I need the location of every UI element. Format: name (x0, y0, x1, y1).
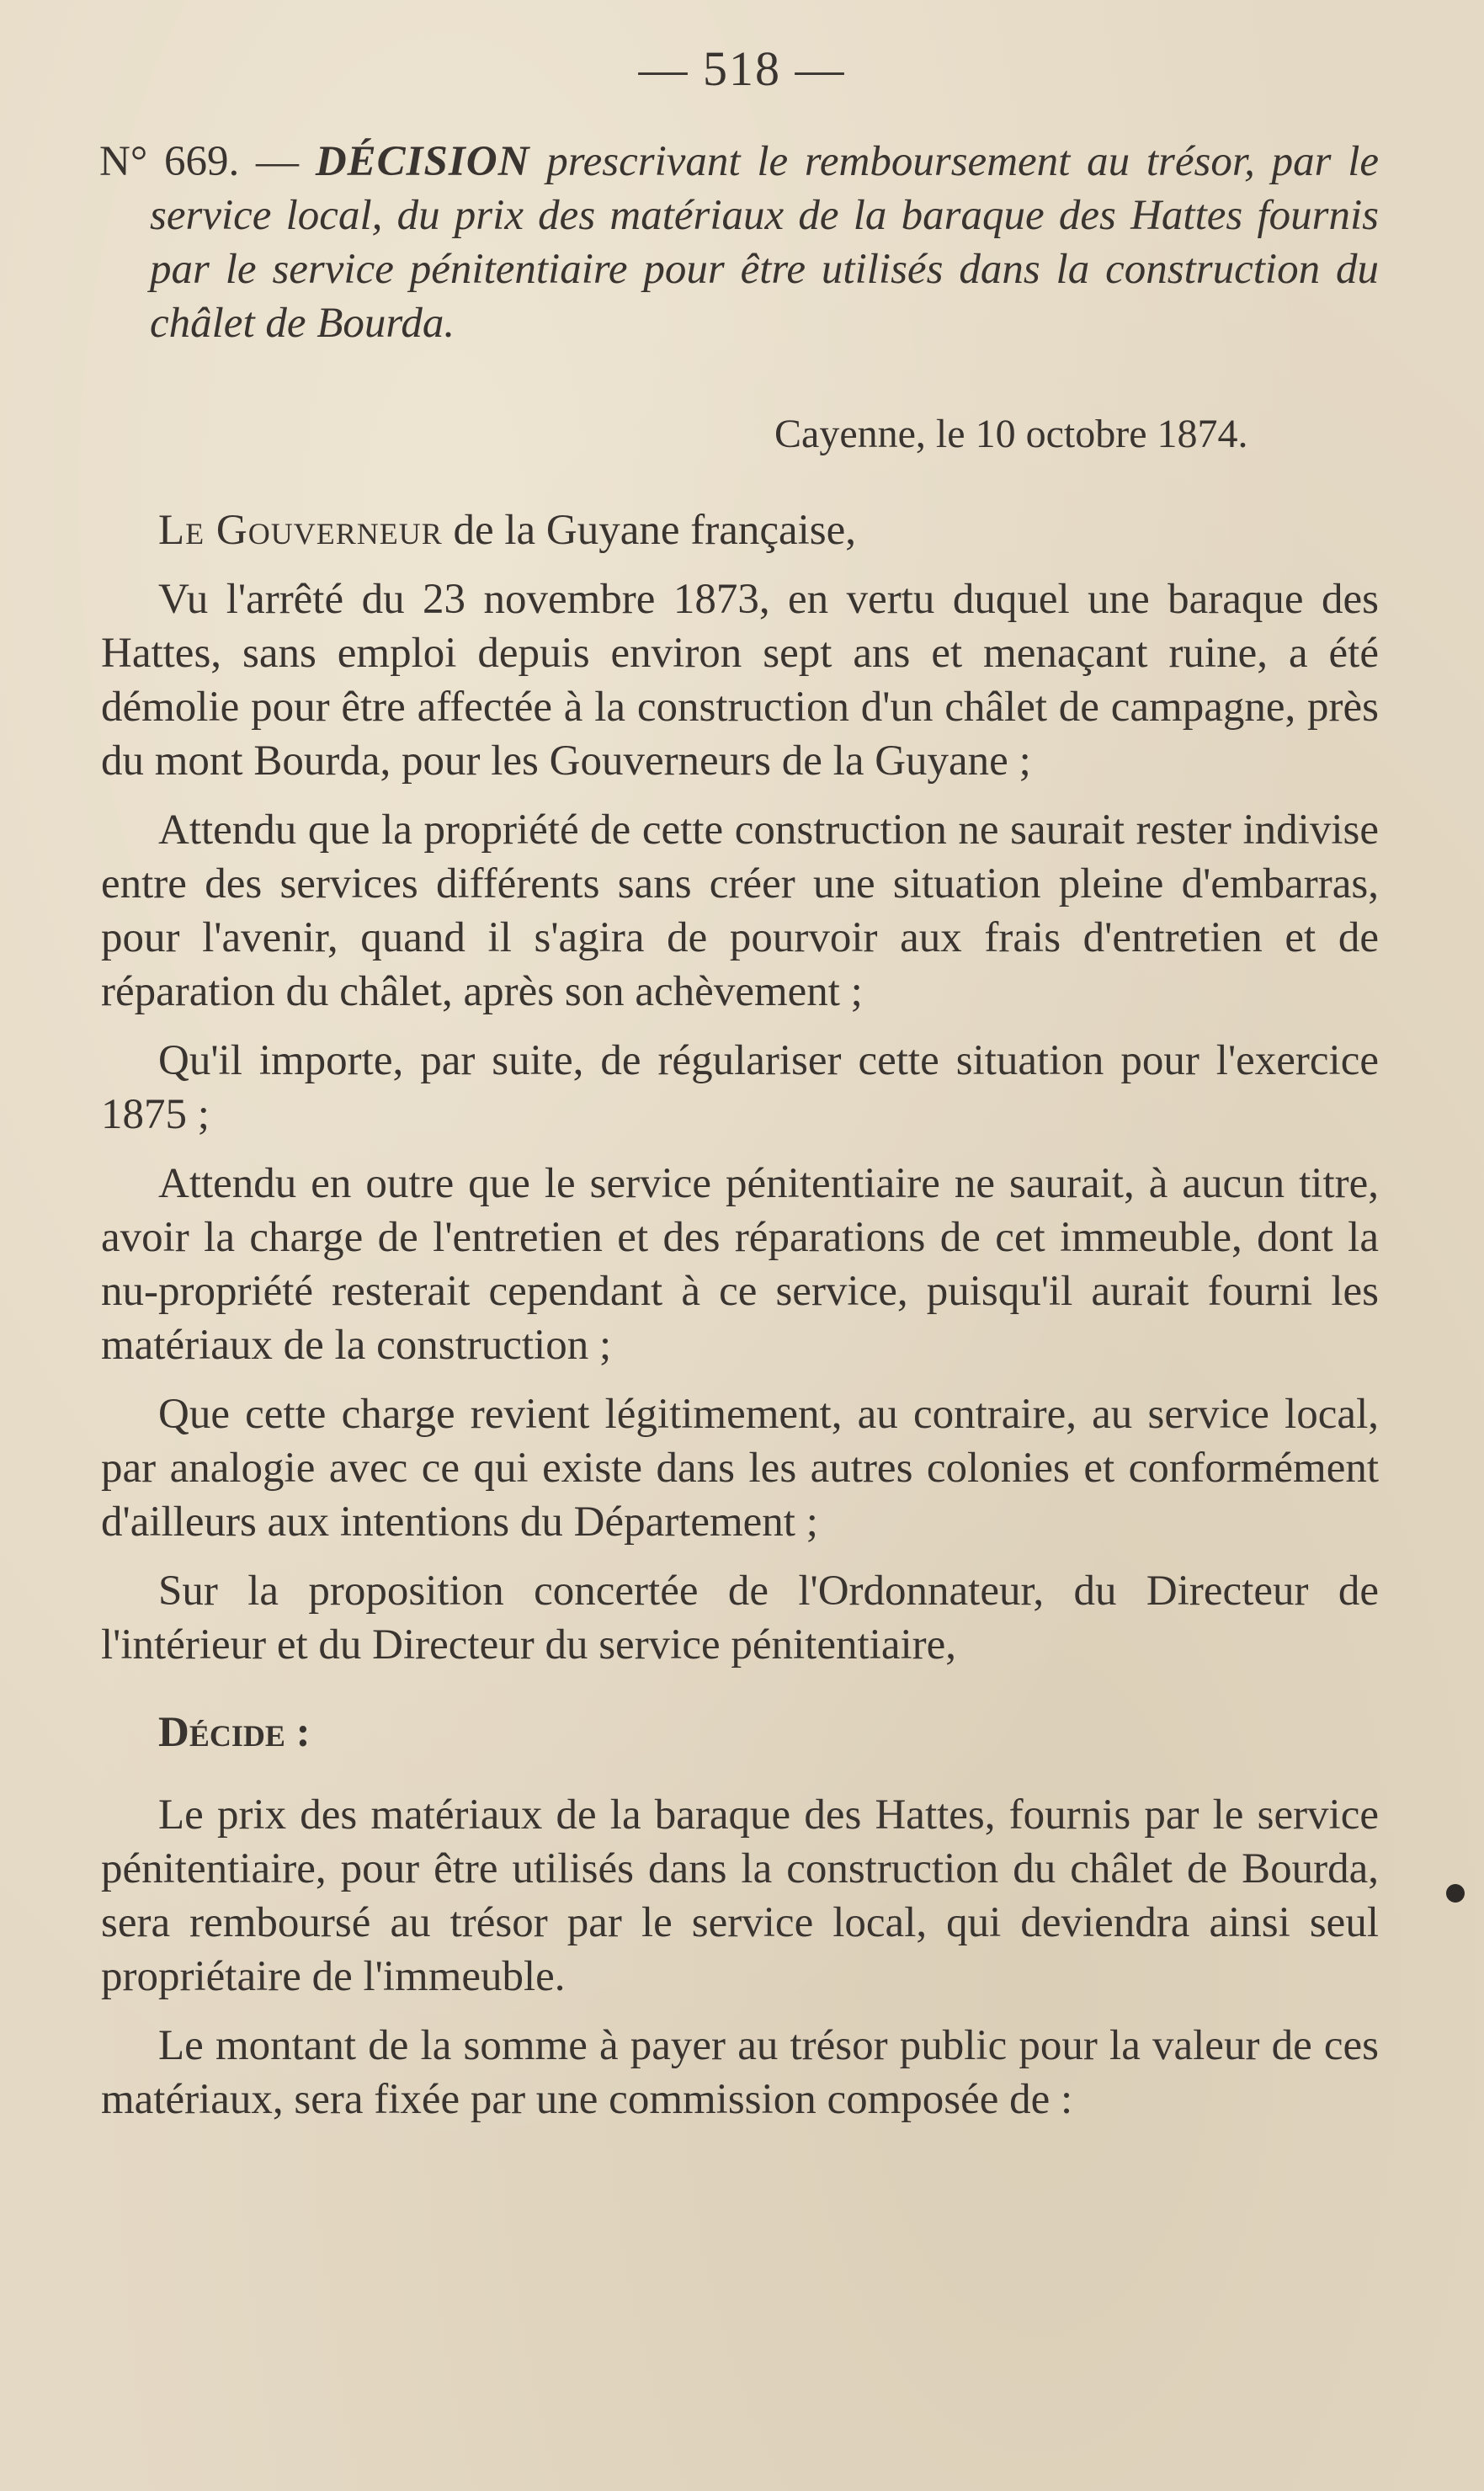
paragraph: Vu l'arrêté du 23 novembre 1873, en vertu duquel une baraque des Hattes, sans emploi depuis environ sept ans et menaçant ruine, a été démolie pour être affectée à la construction d'un châlet de campagne, près du mont Bourda, pour les Gouverneurs de la Guyane ; (101, 576, 1379, 785)
decision-summary: prescrivant le remboursement au trésor, par le service local, du prix des matériaux de la baraque des Hattes fournis par le service pénitentiaire pour être utilisés dans la construction du châlet de Bourda. (150, 138, 1380, 347)
paragraph: Sur la proposition concertée de l'Ordonnateur, du Directeur de l'intérieur et du Directeur du service pénitentiaire, (101, 1568, 1379, 1669)
decision-heading (99, 135, 1379, 350)
decision-paragraph: Le prix des matériaux de la baraque des Hattes, fournis par le service pénitentiaire, pour être utilisés dans la construction du châlet de Bourda, sera remboursé au trésor par le service local, qui deviendra ainsi seul propriétaire de l'immeuble. (101, 1791, 1379, 2000)
ink-spot (1446, 1884, 1465, 1903)
paragraph: Attendu que la propriété de cette construction ne saurait rester indivise entre des services différents sans créer une situation pleine d'embarras, pour l'avenir, quand il s'agira de pourvoir aux frais d'entretien et de réparation du châlet, après son achèvement ; (101, 806, 1379, 1015)
preamble (101, 503, 1379, 557)
decision-body (101, 503, 1379, 2142)
page-number: — 518 — (638, 41, 846, 96)
heading-dash: — (256, 138, 300, 185)
place-date: Cayenne, le 10 octobre 1874. (774, 412, 1248, 456)
preamble-rest: de la Guyane française, (453, 507, 857, 554)
paragraph: Que cette charge revient légitimement, au contraire, au service local, par analogie avec ce qui existe dans les autres colonies et conformément d'ailleurs aux intentions du Département ; (101, 1391, 1379, 1546)
paragraph: Qu'il importe, par suite, de régulariser cette situation pour l'exercice 1875 ; (101, 1037, 1379, 1138)
paragraph: Attendu en outre que le service pénitentiaire ne saurait, à aucun titre, avoir la charge de l'entretien et des réparations de cet immeuble, dont la nu-propriété resterait cependant à ce service, puisqu'il aurait fourni les matériaux de la construction ; (101, 1160, 1379, 1369)
decision-word: DÉCISION (315, 138, 530, 185)
preamble-prefix: Le Gouverneur (158, 507, 443, 554)
decide-label: Décide : (158, 1709, 311, 1756)
decision-number: N° 669. (99, 138, 240, 185)
decision-paragraph: Le montant de la somme à payer au trésor public pour la valeur de ces matériaux, sera fixée par une commission composée de : (101, 2022, 1379, 2123)
